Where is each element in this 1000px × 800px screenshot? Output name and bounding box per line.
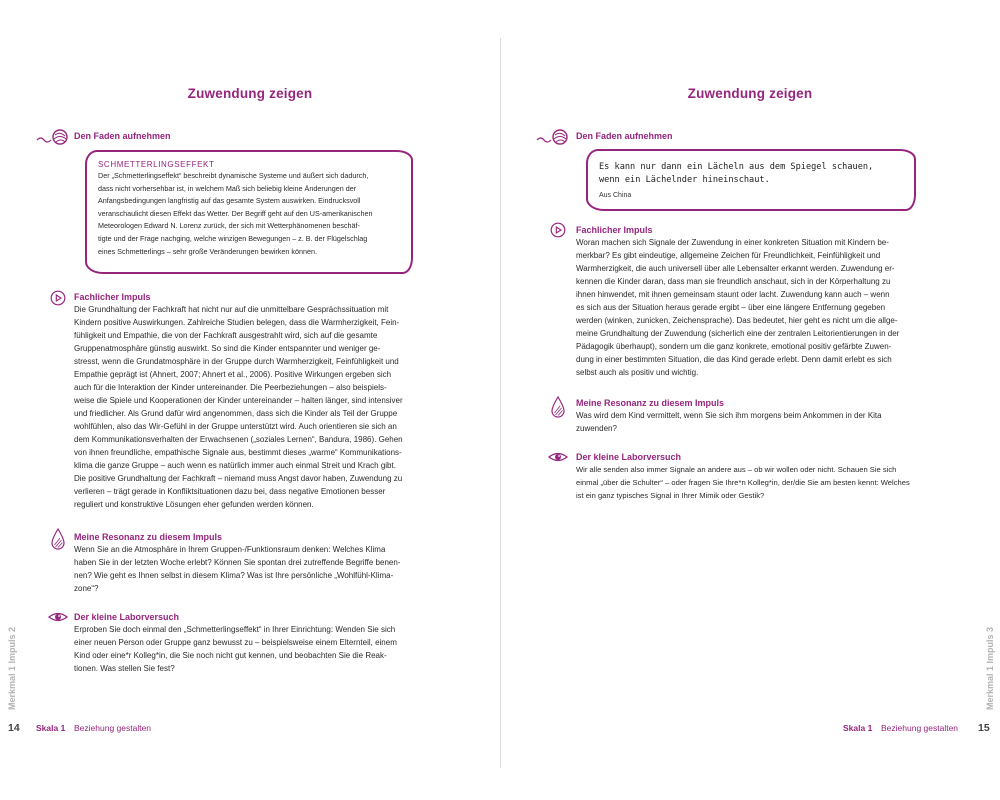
- box-line: Meteorologen Edward N. Lorenz zurück, der sich mit Wetterphänomenen beschäf-: [98, 221, 360, 231]
- text-line: werden (winken, zunicken, Zeichensprache). Das bedeutet, hier geht es nicht um die allge-: [576, 316, 898, 325]
- text-line: und friedlicher. Als Grund dafür wird angenommen, dass sich die Kinder als Teil der Gruppe: [74, 409, 398, 418]
- text-line: Erproben Sie doch einmal den „Schmetterlingseffekt“ in Ihrer Einrichtung: Wenden Sie sich: [74, 625, 396, 634]
- footer-chapter: Beziehung gestalten: [74, 723, 152, 733]
- text-line: Kindern positive Auswirkungen. Zahlreiche Studien belegen, dass die Warmherzigkeit, Fein-: [74, 318, 400, 327]
- text-line: Wenn Sie an die Atmosphäre in Ihrem Gruppen-/Funktionsraum denken: Welches Klima: [74, 545, 386, 554]
- box-line: tigte und der Frage nachging, welche winzigen Bewegungen – z. B. der Flügelschlag: [98, 233, 368, 243]
- text-line: nen? Wie geht es Ihnen selbst in diesem Klima? Was ist Ihre persönliche „Wohlfühl-Klima-: [74, 571, 394, 580]
- text-line: von ihnen freundliche, empathische Signale aus, bestimmt dieses „warme“ Kommunikations-: [74, 448, 402, 457]
- resonanz-heading: Meine Resonanz zu diesem Impuls: [74, 532, 223, 542]
- eye-icon: [48, 611, 68, 623]
- text-line: Kind oder eine*r Kolleg*in, die Sie noch nicht gut kennen, und beobachten Sie die Reak-: [74, 651, 387, 660]
- box-line: Anfangsbedingungen langfristig auf das gesamte System auswirken. Eindrucksvoll: [98, 196, 361, 206]
- text-line: klima die ganze Gruppe – auch wenn es natürlich immer auch einmal Streit und Krach gibt.: [74, 461, 396, 470]
- text-line: einer neuen Person oder Gruppe ganz bewusst zu – beispielsweise einem Elternteil, einem: [74, 638, 397, 647]
- text-line: Die Grundhaltung der Fachkraft hat nicht nur auf die unmittelbare Gesprächssituation mit: [74, 305, 389, 314]
- page-title: Zuwendung zeigen: [687, 86, 813, 101]
- quote-line: Es kann nur dann ein Lächeln aus dem Spiegel schauen,: [599, 162, 874, 172]
- text-line: fühligkeit und Empathie, die von der Fachkraft ausgestrahlt wird, sich auf die gesamte: [74, 331, 378, 340]
- footer-skala: Skala 1: [843, 723, 873, 733]
- box-line: Der „Schmetterlingseffekt“ beschreibt dynamische Systeme und äußert sich dadurch,: [98, 171, 369, 180]
- footer-chapter: Beziehung gestalten: [881, 723, 959, 733]
- text-line: zone“?: [74, 584, 99, 593]
- text-line: meine Grundhaltung der Zuwendung (sicherlich eine der zentralen Leitorientierungen in der: [576, 329, 900, 338]
- drop-icon: [550, 396, 566, 418]
- text-line: reguliert und konstruktive Lösungen eher gefunden werden können.: [74, 500, 314, 509]
- text-line: wohlfühlen, also das Wir-Gefühl in der Gruppe unterstützt wird. Auch orientieren sie sich an: [74, 422, 397, 431]
- text-line: einmal „über die Schulter“ – oder fragen Sie Ihre*n Kolleg*in, der/die Sie am besten kennt: Welches: [576, 478, 910, 487]
- resonanz-text: [74, 543, 428, 595]
- box-title: SCHMETTERLINGSEFFEKT: [98, 160, 215, 169]
- faden-heading: Den Faden aufnehmen: [576, 131, 673, 141]
- side-label: Merkmal 1 Impuls 2: [7, 626, 17, 710]
- text-line: dem Kommunikationsverhalten der Erwachsenen („soziales Lernen“, Bandura, 1986). Gehen: [74, 435, 403, 444]
- text-line: Woran machen sich Signale der Zuwendung in einer konkreten Situation mit Kindern be-: [576, 238, 889, 247]
- impuls-text: [74, 303, 428, 511]
- impuls-heading: Fachlicher Impuls: [74, 292, 151, 302]
- box-line: veranschaulicht diesen Effekt das Wetter. Der Begriff geht auf den US-amerikanischen: [98, 208, 373, 218]
- play-circle-icon: [50, 290, 66, 306]
- text-line: Was wird dem Kind vermittelt, wenn Sie sich ihm morgens beim Ankommen in der Kita: [576, 411, 882, 420]
- text-line: haben Sie in der letzten Woche erlebt? Können Sie spontan drei zutreffende Begriffe benen-: [74, 558, 401, 567]
- text-line: Gruppenatmosphäre günstig auswirkt. So sind die Kinder entspannter und weniger ge-: [74, 344, 381, 353]
- text-line: merkbar? Es gibt eindeutige, allgemeine Zeichen für Freundlichkeit, Feinfühligkeit und: [576, 251, 881, 260]
- text-line: auch für die Interaktion der Kinder untereinander. Die Peerbeziehungen – also beispiels-: [74, 383, 387, 392]
- text-line: tionen. Was stellen Sie fest?: [74, 664, 175, 673]
- page-title: Zuwendung zeigen: [187, 86, 313, 101]
- text-line: es sich aus der Situation heraus gerade ergibt – über eine längere Entfernung gegeben: [576, 303, 886, 312]
- box-text: [98, 170, 402, 258]
- text-line: selbst auch als positiv und wichtig.: [576, 368, 699, 377]
- drop-icon: [50, 528, 66, 550]
- labor-heading: Der kleine Laborversuch: [74, 612, 180, 622]
- yarn-icon: [36, 128, 70, 146]
- text-line: ist ein ganz typisches Signal in Ihrer Mimik oder Gestik?: [576, 491, 765, 500]
- box-line: dass nicht vorhersehbar ist, in welchem Maß sich beliebig kleine Änderungen der: [98, 183, 357, 193]
- faden-heading: Den Faden aufnehmen: [74, 131, 171, 141]
- quote-text: [599, 161, 905, 187]
- box-line: eines Schmetterlings – sehr große Veränderungen bewirken können.: [98, 246, 317, 256]
- text-line: verlieren – trägt gerade in Konfliktsituationen dazu bei, dass negative Emotionen besser: [74, 487, 386, 496]
- text-line: weise die Spiele und Kooperationen der Kinder untereinander – halten länger, sind intensiver: [74, 396, 403, 405]
- text-line: ihnen hinwendet, mit ihnen gemeinsam staunt oder lacht. Zuwendung kann auch – wenn: [576, 290, 890, 299]
- text-line: Pädagogik überhaupt), sondern um die ganz konkrete, emotional positiv gefärbte Zuwen-: [576, 342, 892, 351]
- impuls-heading: Fachlicher Impuls: [576, 225, 653, 235]
- quote-line: wenn ein Lächelnder hineinschaut.: [599, 175, 770, 185]
- labor-heading: Der kleine Laborversuch: [576, 452, 682, 462]
- text-line: zuwenden?: [576, 424, 617, 433]
- quote-source: Aus China: [599, 192, 632, 199]
- right-page: [500, 0, 1000, 800]
- text-line: kennen die Kinder daran, dass man sie freundlich anschaut, sich in der Körperhaltung zu: [576, 277, 891, 286]
- page-number: 14: [8, 722, 20, 734]
- footer-skala: Skala 1: [36, 723, 66, 733]
- labor-text: [74, 623, 428, 675]
- page-number: 15: [978, 722, 990, 734]
- resonanz-heading: Meine Resonanz zu diesem Impuls: [576, 398, 725, 408]
- text-line: dung in einer bestimmten Situation, die das Kind gerade erlebt. Denn damit erlebt es sich: [576, 355, 892, 364]
- play-circle-icon: [550, 222, 566, 238]
- text-line: Empathie geprägt ist (Ahnert, 2007; Ahnert et al., 2006). Positive Wirkungen ergeben sich: [74, 370, 392, 379]
- text-line: stresst, wenn die Grundatmosphäre in der Gruppe durch Warmherzigkeit, Feinfühligkeit und: [74, 357, 399, 366]
- yarn-icon: [536, 128, 570, 146]
- text-line: Warmherzigkeit, die auch universell über alle Lebensalter erkannt werden. Zuwendung er-: [576, 264, 895, 273]
- eye-icon: [548, 451, 568, 463]
- side-label: Merkmal 1 Impuls 3: [985, 626, 995, 710]
- impuls-text: [576, 236, 930, 379]
- text-line: Die positive Grundhaltung der Fachkraft – niemand muss Angst davor haben, Zuwendung zu: [74, 474, 403, 483]
- text-line: Wir alle senden also immer Signale an andere aus – ob wir wollen oder nicht. Schauen Sie sich: [576, 465, 897, 474]
- labor-text: [576, 463, 938, 502]
- resonanz-text: [576, 409, 930, 435]
